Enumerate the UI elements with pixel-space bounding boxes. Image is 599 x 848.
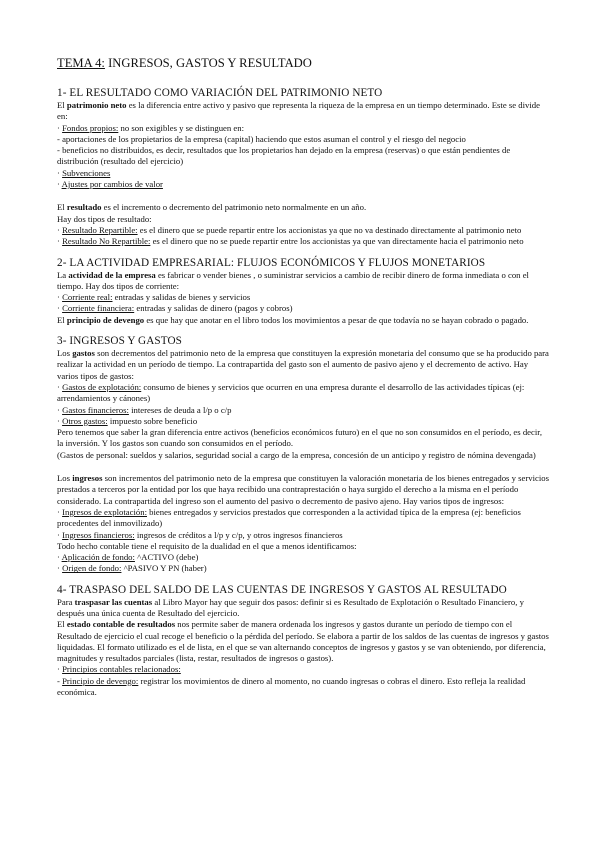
- list-item: · Otros gastos: impuesto sobre beneficio: [57, 415, 198, 426]
- paragraph: Los gastos son decrementos del patrimonio neto de la empresa que constituyen la expresión monetaria del consumo que se ha producido para realizar la actividad en un período de tiempo. La contrapartida del gasto son el aumento de pasivo ajeno y el decremento de activo. Hay varios tipos de gastos:: [57, 348, 549, 381]
- section-2-heading: 2- LA ACTIVIDAD EMPRESARIAL: FLUJOS ECONÓMICOS Y FLUJOS MONETARIOS: [57, 256, 486, 269]
- section-3-heading: 3- INGRESOS Y GASTOS: [57, 335, 182, 348]
- document-title: [57, 56, 549, 71]
- list-item: · Subvenciones: [57, 167, 111, 178]
- list-item: · Ajustes por cambios de valor: [57, 179, 163, 190]
- paragraph: El patrimonio neto es la diferencia entre activo y pasivo que representa la riqueza de la empresa en un tiempo determinado. Este se divide en:: [57, 100, 540, 122]
- list-item: · Corriente real: entradas y salidas de bienes y servicios: [57, 292, 251, 303]
- paragraph: Los ingresos son incrementos del patrimonio neto de la empresa que constituyen la valoración monetaria de los bienes entregados y servicios prestados a terceros por la entidad por los que haya recibido una contraprestación o haya surgido el derecho a la misma en el período considerado. La contrapartida del ingreso son el aumento del pasivo o decremento de pasivo ajeno. Hay varios tipos de ingresos:: [57, 473, 549, 506]
- section-4-heading: 4- TRASPASO DEL SALDO DE LAS CUENTAS DE INGRESOS Y GASTOS AL RESULTADO: [57, 583, 507, 596]
- title-text: INGRESOS, GASTOS Y RESULTADO: [104, 56, 312, 70]
- paragraph: El estado contable de resultados nos permite saber de manera ordenada los ingresos y gastos durante un período de tiempo con el Resultado de ejercicio el cual recoge el beneficio o la pérdida del período. Se elabora a partir de los saldos de las cuentas de ingresos y gastos liquidadas. El formato utilizado es el de lista, en el que se van alternando conceptos de ingresos y gastos y se van obteniendo, por diferencia, magnitudes y resultados parciales (lista, restar, resultados de ingresos o gastos).: [57, 619, 549, 664]
- list-item: - Principio de devengo: registrar los movimientos de dinero al momento, no cuando ingresas o cobras el dinero. Esto refleja la realidad económica.: [57, 675, 526, 698]
- section-1-heading: 1- EL RESULTADO COMO VARIACIÓN DEL PATRIMONIO NETO: [57, 87, 383, 99]
- list-item: · Aplicación de fondo: ^ACTIVO (debe): [57, 552, 199, 563]
- document-page: [57, 56, 549, 698]
- list-item: - beneficios no distribuidos, es decir, resultados que los propietarios han dejado en la empresa (reservas) o que están pendientes de distribución (resultado del ejercicio): [57, 145, 511, 167]
- list-item: · Ingresos financieros: ingresos de créditos a l/p y c/p, y otros ingresos financieros: [57, 529, 343, 540]
- list-item: · Origen de fondo: ^PASIVO Y PN (haber): [57, 563, 207, 574]
- paragraph: Para traspasar las cuentas al Libro Mayor hay que seguir dos pasos: definir si es Resultado de Explotación o Resultado Financiero, y después una única cuenta de Resultado del ejercicio.: [57, 596, 524, 618]
- paragraph: (Gastos de personal: sueldos y salarios, seguridad social a cargo de la empresa, concesión de un anticipo y registro de nómina devengada): [57, 449, 536, 460]
- paragraph: Todo hecho contable tiene el requisito de la dualidad en el que a menos identificamos:: [57, 540, 357, 551]
- list-item: · Gastos de explotación: consumo de bienes y servicios que ocurren en una empresa durante el desarrollo de las actividades típicas (ej: arrendamientos y cánones): [57, 381, 525, 404]
- title-prefix: TEMA 4:: [57, 56, 105, 70]
- list-item: · Fondos propios: no son exigibles y se distinguen en:: [57, 122, 245, 133]
- paragraph: Pero tenemos que saber la gran diferencia entre activos (beneficios económicos futuro) en el que no son consumidos en el período, es decir, la inversión. Y los gastos son cuando son consumidos en el período.: [57, 427, 543, 449]
- list-item: · Resultado No Repartible: es el dinero que no se puede repartir entre los accionistas ya que van directamente hacia el patrimonio neto: [57, 236, 524, 247]
- paragraph: El principio de devengo es que hay que anotar en el libro todos los movimientos a pesar de que todavía no se hayan cobrado o pagado.: [57, 314, 529, 325]
- paragraph: Hay dos tipos de resultado:: [57, 213, 152, 224]
- paragraph: El resultado es el incremento o decremento del patrimonio neto normalmente en un año.: [57, 202, 367, 213]
- list-item: · Resultado Repartible: es el dinero que se puede repartir entre los accionistas ya que no va destinado directamente al patrimonio neto: [57, 224, 522, 235]
- list-item: · Gastos financieros: intereses de deuda a l/p o c/p: [57, 404, 232, 415]
- list-item: · Ingresos de explotación: bienes entregados y servicios prestados que corresponden a la actividad típica de la empresa (ej: beneficios procedentes del inmovilizado): [57, 506, 521, 529]
- paragraph: La actividad de la empresa es fabricar o vender bienes , o suministrar servicios a cambio de recibir dinero de forma inmediata o con el tiempo. Hay dos tipos de corriente:: [57, 269, 529, 291]
- list-item: · Principios contables relacionados:: [57, 664, 181, 675]
- list-item: - aportaciones de los propietarios de la empresa (capital) haciendo que estos asuman el control y el riesgo del negocio: [57, 133, 466, 144]
- list-item: · Corriente financiera: entradas y salidas de dinero (pagos y cobros): [57, 303, 293, 314]
